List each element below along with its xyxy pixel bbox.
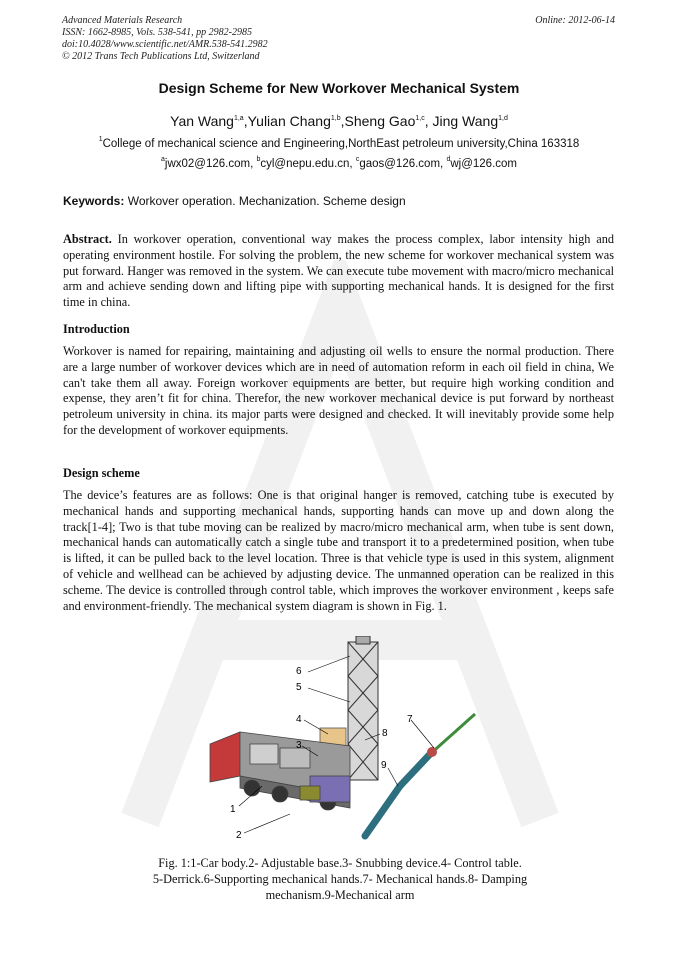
email-sup: a xyxy=(160,156,165,163)
label-4: 4 xyxy=(296,714,302,725)
author-sup: 1,c xyxy=(415,115,425,122)
introduction-heading: Introduction xyxy=(63,322,130,336)
email-sup: b xyxy=(256,156,261,163)
introduction-text: Workover is named for repairing, maintaining and adjusting oil wells to ensure the normal production. There are a large number of workover devices which are in need of automation reform in each oil field in china, We can't take them all away. Foreign workover equipments are better, but require high working condition and expense, they aren’t fit for china. Therefor, the new workover mechanical device is put forward by northeast petroleum university in china. its major parts were designed and checked. It will inevitably provide some help for the development of workover equipments. xyxy=(63,344,614,437)
abstract-text: In workover operation, conventional way makes the process complex, labor intensity high and operating environment hostile. For solving the problem, the new scheme for workover mechanical system was put forward. Hanger was removed in the system. We can execute tube movement with macro/micro mechanical arm and achieve sending down and lifting pipe with supporting mechanical hands. It is designed for the first time in china. xyxy=(63,232,614,310)
keywords-label: Keywords: xyxy=(63,194,125,208)
author-name: Yulian Chang xyxy=(247,113,331,129)
affil-text: College of mechanical science and Engineering,NorthEast petroleum university,China 163318 xyxy=(102,138,580,150)
label-8: 8 xyxy=(382,728,388,739)
paper-title: Design Scheme for New Workover Mechanical System xyxy=(158,80,520,96)
email-link[interactable]: wj@126.com xyxy=(450,158,517,170)
caption-line: Fig. 1:1-Car body.2- Adjustable base.3- Snubbing device.4- Control table. xyxy=(158,856,522,870)
figure-workover-rig xyxy=(200,636,500,848)
doi: doi:10.4028/www.scientific.net/AMR.538-541.2982 xyxy=(62,39,268,50)
email-list: $^a$jwx02@126.com, $^b$cyl@nepu.edu.cn, $^c$gaos@126.com, $^d$wj@126.com xyxy=(160,156,517,170)
keywords-text: Workover operation. Mechanization. Scheme design xyxy=(127,194,406,208)
label-5: 5 xyxy=(296,682,302,693)
online-date: Online: 2012-06-14 xyxy=(535,15,615,26)
email-link[interactable]: gaos@126.com xyxy=(359,158,441,170)
author-sup: 1,b xyxy=(330,115,341,122)
author-sup: 1,d xyxy=(498,115,508,122)
label-3: 3 xyxy=(296,740,302,751)
label-7: 7 xyxy=(407,714,413,725)
email-sup: d xyxy=(446,156,451,163)
author-name: Yan Wang xyxy=(170,113,234,129)
author-list: Yan Wang$^{1,a}$,Yulian Chang$^{1,b}$,Sheng Gao$^{1,c}$, Jing Wang$^{1,d}$ xyxy=(170,113,508,129)
email-link[interactable]: jwx02@126.com xyxy=(164,158,251,170)
author-sup: 1,a xyxy=(233,115,244,122)
derrick-drawing xyxy=(348,636,378,780)
label-1: 1 xyxy=(230,804,236,815)
journal-header xyxy=(62,15,268,63)
journal-name: Advanced Materials Research xyxy=(62,15,183,26)
label-2: 2 xyxy=(236,830,242,841)
affiliation xyxy=(0,138,678,150)
email-link[interactable]: cyl@nepu.edu.cn xyxy=(260,158,350,170)
abstract xyxy=(63,232,614,311)
caption-line: mechanism.9-Mechanical arm xyxy=(265,887,415,902)
figure-caption xyxy=(110,856,570,903)
label-9: 9 xyxy=(381,760,387,771)
keywords xyxy=(63,194,406,208)
design-heading: Design scheme xyxy=(63,466,140,480)
mechanical-hands-drawing xyxy=(427,747,437,757)
label-6: 6 xyxy=(296,666,302,677)
issn: ISSN: 1662-8985, Vols. 538-541, pp 2982-2985 xyxy=(62,27,252,38)
design-text: The device’s features are as follows: One is that original hanger is removed, catching tube is executed by mechanical hands and supporting mechanical hands, supporting hands can move up and down along the track[1-4]; Two is that tube moving can be realized by macro/micro mechanical arm, when tube is sent down, mechanical hands can automatically catch a single tube and transport it to a predetermined position, when tube is lifted, it can be pulled back to the level location. Three is that vehicle type is used in this system, alignment of vehicle and wellhead can be achieved by adjusting device. The unmanned operation can be realized in this scheme. The device is controlled through control table, which improves the workover environment , keeps safe and environment-friendly. The mechanical system diagram is shown in Fig. 1. xyxy=(63,488,614,613)
abstract-label: Abstract. xyxy=(63,232,112,246)
author-name: Jing Wang xyxy=(432,113,499,129)
affil-sup: 1 xyxy=(98,136,103,143)
author-name: Sheng Gao xyxy=(344,113,416,129)
car-body-drawing xyxy=(210,732,350,810)
caption-line: 5-Derrick.6-Supporting mechanical hands.7- Mechanical hands.8- Damping xyxy=(152,871,528,886)
copyright: © 2012 Trans Tech Publications Ltd, Switzerland xyxy=(62,51,260,62)
email-sup: c xyxy=(355,156,360,163)
